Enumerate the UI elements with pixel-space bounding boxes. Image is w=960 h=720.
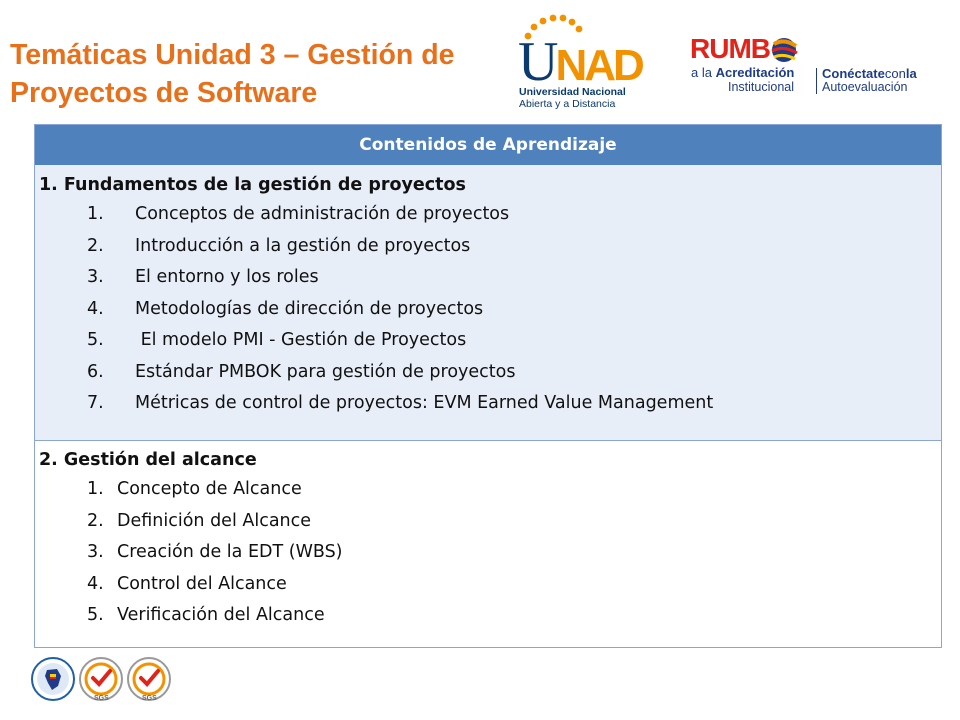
table-header: Contenidos de Aprendizaje [35,125,941,165]
list-item: 4. Metodologías de dirección de proyectos [87,298,484,319]
section-2-list [39,474,941,632]
list-item: 2. Introducción a la gestión de proyectos [87,235,471,256]
section-1-list [39,199,941,420]
list-item: 3. Creación de la EDT (WBS) [87,542,343,562]
slide-title-line-1: Temáticas Unidad 3 – Gestión de [10,39,455,71]
colombia-seal-icon [30,656,76,702]
list-item: 4. Control del Alcance [87,573,287,594]
list-item: 1. Conceptos de administración de proyectos [87,204,510,224]
list-item: 5. Verificación del Alcance [87,605,325,625]
sgs-label-2: SGS [142,695,157,702]
section-2-title: 2. Gestión del alcance [39,450,257,470]
contents-table [34,124,942,648]
rumbo-right-line-2: Autoevaluación [822,80,908,94]
table-section-1 [35,165,941,441]
unad-wordmark: UNAD [518,31,642,93]
list-item: 5. El modelo PMI - Gestión de Proyectos [87,330,467,350]
rumbo-divider [816,68,817,94]
rumbo-line-2: Institucional [728,80,795,94]
section-1-title: 1. Fundamentos de la gestión de proyectos [39,175,466,195]
unad-line-2: Abierta y a Distancia [519,98,616,110]
list-item: 7. Métricas de control de proyectos: EVM Earned Value Management [87,393,714,413]
rumbo-logo [688,34,948,100]
unad-line-1: Universidad Nacional [519,86,626,98]
rumbo-wordmark: RUMB [690,33,770,64]
list-item: 6. Estándar PMBOK para gestión de proyectos [87,361,516,382]
rumbo-line-1: a la Acreditación [691,65,795,80]
table-section-2 [35,441,941,647]
slide-title-line-2: Proyectos de Software [10,77,318,109]
rumbo-ball-icon [766,34,802,66]
sgs-label-1: SGS [94,695,109,702]
list-item: 2. Definición del Alcance [87,510,312,531]
list-item: 1. Concepto de Alcance [87,479,302,499]
unad-logo [516,12,646,110]
rumbo-right-line-1: Conéctateconla [822,66,917,81]
certification-seals [30,656,180,706]
list-item: 3. El entorno y los roles [87,267,319,287]
slide-title [10,36,530,112]
